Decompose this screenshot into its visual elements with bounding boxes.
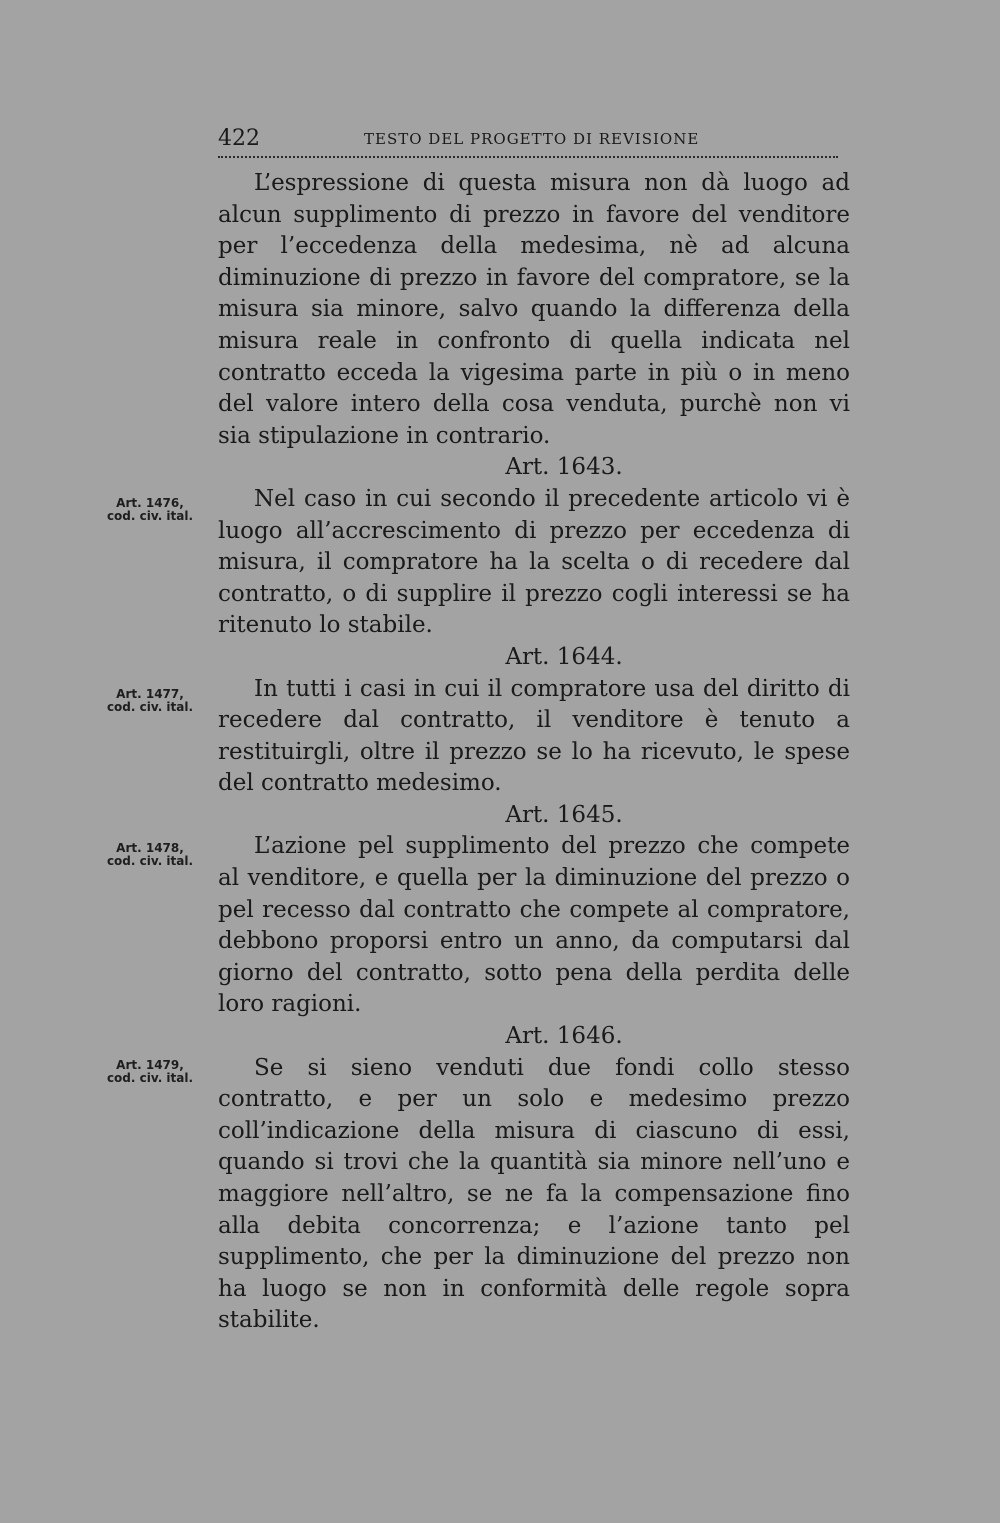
article-text-1644: In tutti i casi in cui il compratore usa del diritto di recedere dal contratto, il venditore è tenuto a restituirgli, oltre il prezzo se lo ha ricevuto, le spese del contratto medesimo. <box>218 675 850 797</box>
margin-note-art-1476 <box>95 497 205 523</box>
article-text-1643: Nel caso in cui secondo il precedente articolo vi è luogo all’accrescimento di prezzo per eccedenza di misura, il compratore ha la scelta o di recedere dal contratto, o di supplire il prezzo cogli interessi se ha ritenuto lo stabile. <box>218 485 850 639</box>
article-heading-1644: Art. 1644. <box>505 643 623 670</box>
margin-note-art-1477 <box>95 688 205 714</box>
margin-note-code: cod. civ. ital. <box>106 509 194 523</box>
article-text-1645: L’azione pel supplimento del prezzo che compete al venditore, e quella per la diminuzione del prezzo o pel recesso dal contratto che compete al compratore, debbono proporsi entro un anno, da computarsi dal giorno del contratto, sotto pena della perdita delle loro ragioni. <box>218 833 850 1018</box>
margin-note-article: Art. 1476, <box>116 496 184 510</box>
running-head: TESTO DEL PROGETTO DI REVISIONE <box>364 130 700 148</box>
margin-note-article: Art. 1478, <box>116 841 184 855</box>
margin-note-code: cod. civ. ital. <box>106 700 194 714</box>
margin-note-code: cod. civ. ital. <box>106 854 194 868</box>
margin-note-article: Art. 1477, <box>116 687 184 701</box>
article-heading-1645: Art. 1645. <box>505 801 623 828</box>
body-text <box>218 168 850 1337</box>
article-heading-1643: Art. 1643. <box>505 454 623 481</box>
page-number: 422 <box>218 126 260 151</box>
margin-note-art-1478 <box>95 842 205 868</box>
article-heading-1646: Art. 1646. <box>505 1023 623 1050</box>
margin-note-article: Art. 1479, <box>116 1058 184 1072</box>
continuation-paragraph: L’espressione di questa misura non dà luogo ad alcun supplimento di prezzo in favore del venditore per l’eccedenza della medesima, nè ad alcuna diminuzione di prezzo in favore del compratore, se la misura sia minore, salvo quando la differenza della misura reale in confronto di quella indicata nel contratto ecceda la vigesima parte in più o in meno del valore intero della cosa venduta, purchè non vi sia stipulazione in contrario. <box>218 170 850 449</box>
margin-note-code: cod. civ. ital. <box>106 1071 194 1085</box>
article-text-1646: Se si sieno venduti due fondi collo stesso contratto, e per un solo e medesimo prezzo coll’indicazione della misura di ciascuno di essi, quando si trovi che la quantità sia minore nell’uno e maggiore nell’altro, se ne fa la compensazione fino alla debita concorrenza; e l’azione tanto pel supplimento, che per la diminuzione del prezzo non ha luogo se non in conformità delle regole sopra stabilite. <box>218 1054 850 1334</box>
margin-note-art-1479 <box>95 1059 205 1085</box>
page-header <box>218 126 838 158</box>
